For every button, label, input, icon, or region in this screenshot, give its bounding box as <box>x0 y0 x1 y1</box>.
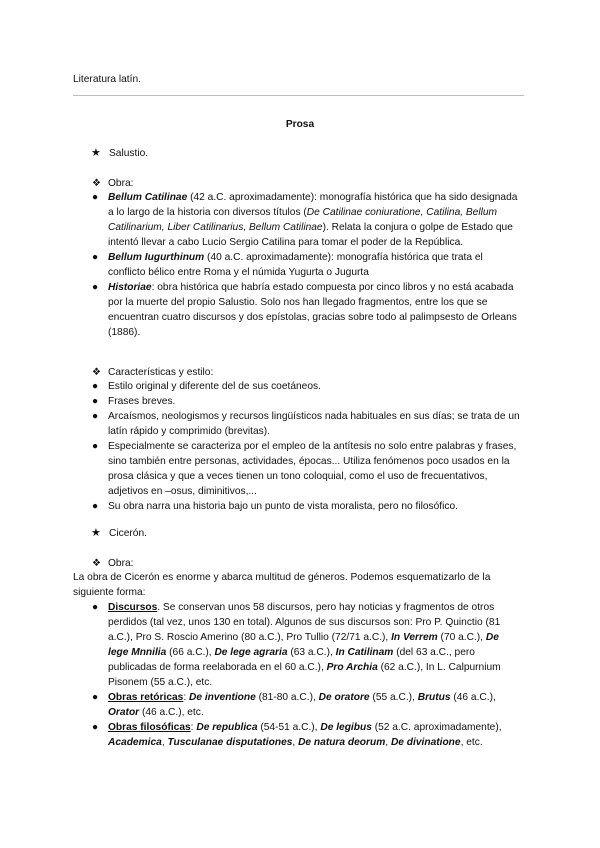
header-divider <box>73 95 524 96</box>
ciceron-works-list <box>90 600 520 750</box>
diamond-bullet-icon: ❖ <box>92 367 101 378</box>
author-name: Cicerón. <box>109 528 147 539</box>
bullet-icon: ● <box>92 722 99 733</box>
obra-label: Obra: <box>108 178 134 189</box>
author-name: Salustio. <box>109 148 149 159</box>
bullet-icon: ● <box>92 252 99 263</box>
bullet-icon: ● <box>92 381 99 392</box>
star-bullet-icon: ★ <box>91 147 101 159</box>
document-header: Literatura latín. <box>73 74 141 85</box>
list-item: ● Arcaísmos, neologismos y recursos lingüísticos nada habituales en sus días; se trata de un latín rápido y comprimido (brevitas). <box>92 411 520 437</box>
bullet-icon: ● <box>92 501 99 512</box>
star-bullet-icon: ★ <box>91 527 101 539</box>
bullet-icon: ● <box>92 441 99 452</box>
bullet-icon: ● <box>92 602 99 613</box>
list-item: ● Bellum Iugurthinum (40 a.C. aproximadamente): monografía histórica que trata el conflicto bélico entre Roma y el númida Yugurta o Jugurta <box>92 252 483 278</box>
bullet-icon: ● <box>92 411 99 422</box>
ciceron-intro: La obra de Cicerón es enorme y abarca multitud de géneros. Podemos esquematizarlo de la siguiente forma: <box>73 572 491 598</box>
diamond-bullet-icon: ❖ <box>92 178 101 189</box>
section-title: Prosa <box>285 119 315 130</box>
list-item: ● Especialmente se caracteriza por el empleo de la antítesis no solo entre palabras y frases, sino también entre personas, actividades, épocas... Utiliza fenómenos poco usados en la prosa clásica y que a veces tienen un tono coloquial, como el uso de frecuentativos, adjetivos en –osus, diminitivos,... <box>92 441 517 497</box>
list-item: ● Frases breves. <box>92 396 176 407</box>
list-item: ● Obras filosóficas: De republica (54-51 a.C.), De legibus (52 a.C. aproximadamente), Academica, Tusculanae disputationes, De natura deorum, De divinatione, etc. <box>92 722 502 748</box>
caracteristicas-label: Características y estilo: <box>108 367 214 378</box>
list-item: ● Obras retóricas: De inventione (81-80 a.C.), De oratore (55 a.C.), Brutus (46 a.C.), Orator (46 a.C.), etc. <box>92 692 496 718</box>
bullet-icon: ● <box>92 692 99 703</box>
list-item: ● Historiae: obra histórica que habría estado compuesta por cinco libros y no está acabada por la muerte del propio Salustio. Solo nos han llegado fragmentos, entre los que se encuentran cuatro discursos y dos epístolas, gracias sobre todo al palimpsesto de Orleans (1886). <box>92 282 517 338</box>
obra-label: Obra: <box>108 558 134 569</box>
bullet-icon: ● <box>92 282 99 293</box>
bullet-icon: ● <box>92 192 99 203</box>
bullet-icon: ● <box>92 396 99 407</box>
diamond-bullet-icon: ❖ <box>92 558 101 569</box>
list-item: ● Su obra narra una historia bajo un punto de vista moralista, pero no filosófico. <box>92 501 458 512</box>
list-item: ● Discursos. Se conservan unos 58 discursos, pero hay noticias y fragmentos de otros perdidos (tal vez, unos 130 en total). Algunos de sus discursos son: Pro P. Quinctio (81 a.C.), Pro S. Roscio Amerino (80 a.C.), Pro Tullio (72/71 a.C.), In Verrem (70 a.C.), De lege Mnnilia (66 a.C.), De lege agraria (63 a.C.), In Catilinam (del 63 a.C., pero publicadas de forma reelaborada en el 60 a.C.), Pro Archia (62 a.C.), In L. Calpurnium Pisonem (55 a.C.), etc. <box>92 602 501 688</box>
list-item: ● Bellum Catilinae (42 a.C. aproximadamente): monografía histórica que ha sido designada a lo largo de la historia con diversos títulos (De Catilinae coniuratione, Catilina, Bellum Catilinarium, Liber Catilinarius, Bellum Catilinae). Relata la conjura o golpe de Estado que intentó llevar a cabo Lucio Sergio Catilina para tomar el poder de la República. <box>92 192 518 248</box>
caracteristicas-list <box>90 379 520 514</box>
list-item: ● Estilo original y diferente del de sus coetáneos. <box>92 381 321 392</box>
salustio-works-list <box>90 190 520 340</box>
